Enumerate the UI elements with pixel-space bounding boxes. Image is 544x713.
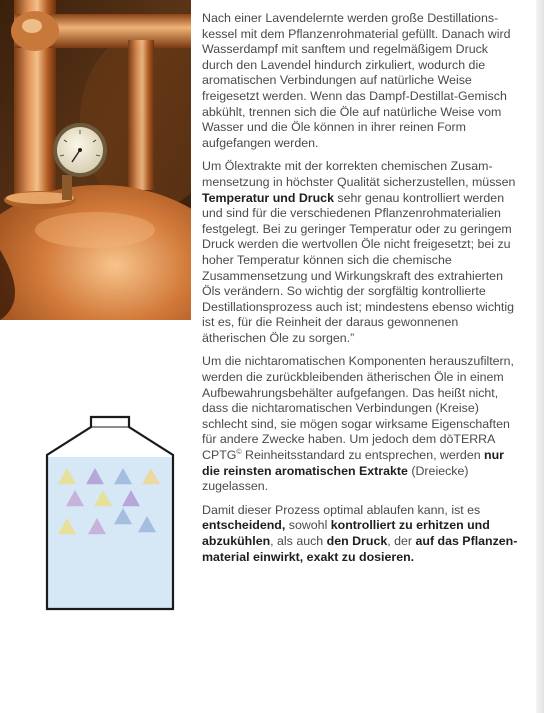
emphasis-decisive: entscheidend, [202,518,286,533]
copyright-mark: © [236,448,242,456]
storage-container-diagram [45,415,175,611]
emphasis-pressure: den Druck [326,534,388,548]
article-text [202,11,520,573]
emphasis-temperature-pressure: Temperatur und Druck [202,190,334,205]
paragraph-process: Damit dieser Prozess optimal ablaufen kann, ist es entscheidend, sowohl kontrolliert zu erhitzen und abzukühlen, als auch den Druck, der auf das Pflanzenmaterial einwirkt, exakt zu dosieren. [202,502,518,564]
emphasis-heating-cooling: kontrolliert zu erhitzen und abzukühlen [202,518,490,548]
emphasis-purest-extracts: nur die reinsten aromatischen Extrakte [202,448,505,478]
copper-still-photo [0,0,191,320]
paragraph-filtering: Um die nichtaromatischen Komponenten herauszufiltern, werden die zurückbleibenden ätherischen Öle in einem Aufbewahrungsbehälter aufgefangen. Das heißt nicht, dass die nichtaromatischen Verbindungen (Kreise) schlecht sind, sie mögen sogar wirksame Eigenschaften für andere Zwecke haben. Um jedoch dem dōTERRA CPTG© Reinheitsstandard zu entsprechen, werden nur die reinsten aromatischen Extrakte (Dreiecke) zugelassen. [202,354,514,494]
paragraph-distillation: Nach einer Lavendelernte werden große Destillationskessel mit dem Pflanzenrohmaterial gefüllt. Danach wird Wasserdampf mit sanftem und regelmäßigem Druck durch den Lavendel hindurch zirkuliert, wodurch die aromatischen Verbindungen auf natürliche Weise freigesetzt werden. Wenn das Dampf-Destillat-Gemisch abkühlt, trennen sich die Öle auf natürliche Weise vom Wasser und die Öle können in ihrer reinen Form aufgefangen werden. [202,11,511,150]
emphasis-plant-material: auf das Pflanzenmaterial einwirkt, exakt zu dosieren. [202,534,518,564]
page-edge-shadow [536,0,544,713]
paragraph-temperature-pressure: Um Ölextrakte mit der korrekten chemischen Zusammensetzung in höchster Qualität sicherzustellen, müssen Temperatur und Druck sehr genau kontrolliert werden und sind für die verschiedenen Pflanzenrohmaterialien festgelegt. Bei zu geringer Temperatur oder zu geringem Druck werden die wertvollen Öle nicht freigesetzt; bei zu hoher Temperatur können sich die chemische Zusammensetzung und Wirkungskraft des extrahierten Öls verändern. So wichtig der sorgfältig kontrollierte Destillationsprozess auch ist; mindestens ebenso wichtig ist es, für die Reinheit der daraus gewonnenen ätherischen Öle zu sorgen.” [202,159,516,345]
